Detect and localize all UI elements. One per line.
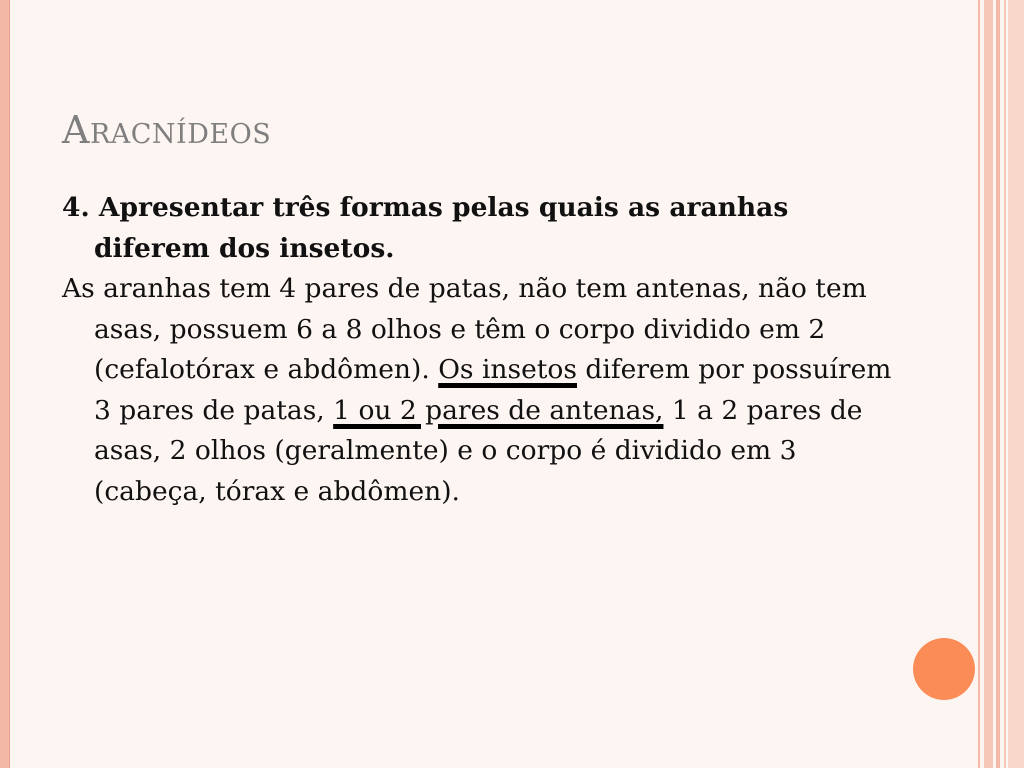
question-text: 4. Apresentar três formas pelas quais as aranhas diferem dos insetos. (62, 192, 789, 264)
right-border-stripe (1008, 0, 1024, 768)
answer-text (62, 269, 892, 512)
right-border-stripe (984, 0, 993, 768)
answer-part-1: As aranhas tem 4 pares de patas, não tem antenas, não tem asas, possuem 6 a 8 olhos e têm o corpo dividido em 2 (cefalotórax e abdômen). (62, 273, 867, 385)
decorative-circle (913, 638, 975, 700)
answer-part-2: diferem por possuírem 3 pares de patas, (94, 354, 892, 426)
right-border-stripe (1004, 0, 1006, 768)
slide-body (62, 188, 892, 512)
right-border-stripe (996, 0, 1000, 768)
left-border-line (9, 0, 10, 768)
underlined-phrase-antennae: 1 ou 2 pares de antenas, (333, 394, 664, 426)
underlined-phrase-insects: Os insetos (438, 354, 577, 385)
left-border-stripe (0, 0, 9, 768)
answer-part-3: 1 a 2 pares de asas, 2 olhos (geralmente) e o corpo é dividido em 3 (cabeça, tórax e abdômen). (94, 394, 863, 507)
slide-title: Aracnídeos (62, 108, 272, 152)
right-border-stripe (978, 0, 980, 768)
